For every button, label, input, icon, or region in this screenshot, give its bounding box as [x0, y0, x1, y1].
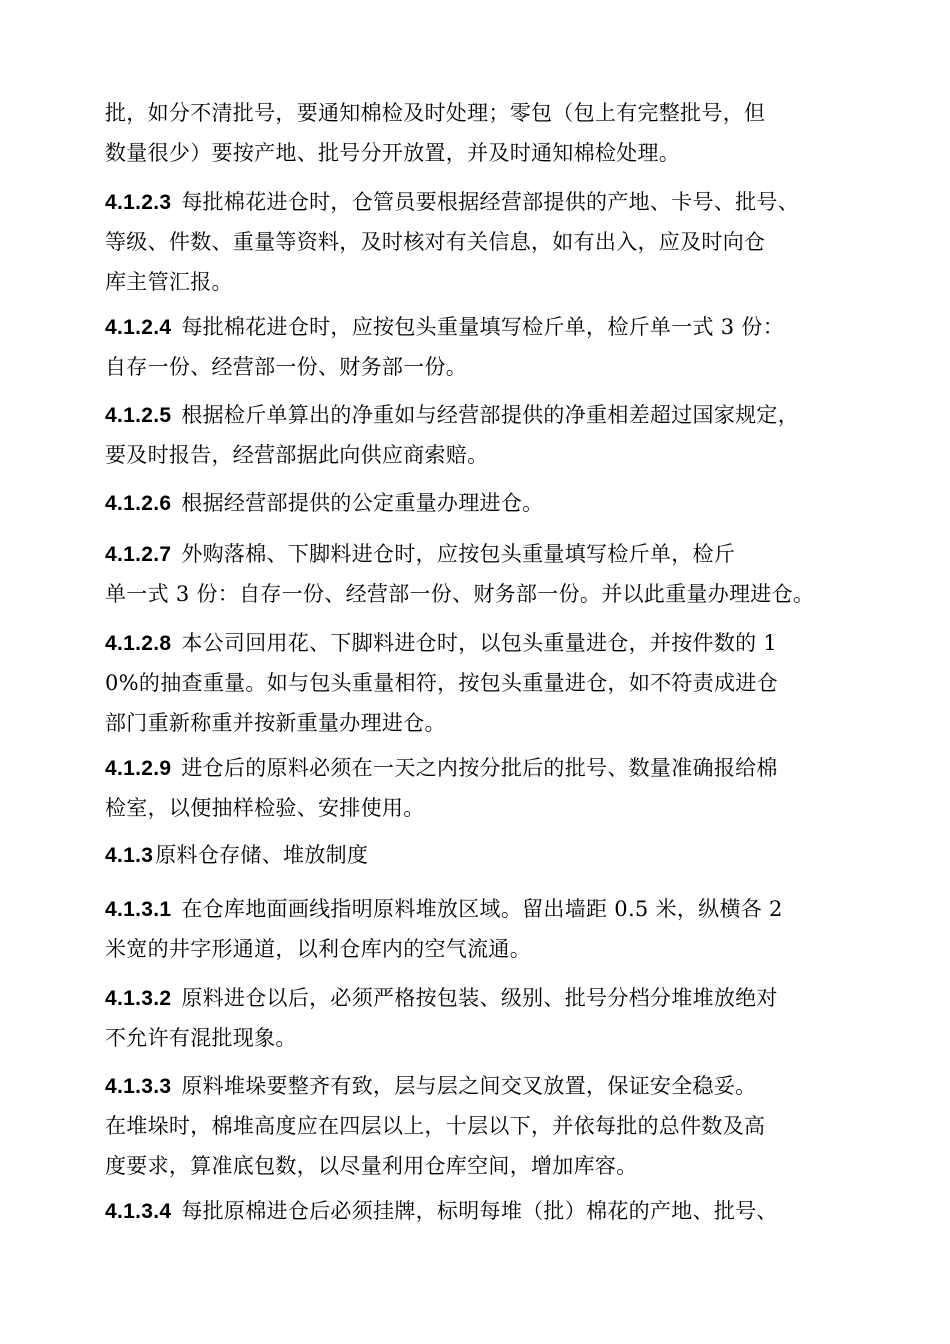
text-line: 度要求，算准底包数，以尽量利用仓库空间，增加库容。 — [105, 1154, 638, 1178]
section-number: 4.1.3 — [105, 844, 154, 867]
text-line: 不允许有混批现象。 — [105, 1026, 297, 1050]
text-line — [105, 483, 885, 523]
section-number: 4.1.2.3 — [105, 191, 172, 214]
line-text: 根据经营部提供的公定重量办理进仓。 — [181, 491, 544, 515]
text-line — [105, 182, 885, 222]
text-line: 等级、件数、重量等资料，及时核对有关信息，如有出入，应及时向仓 — [105, 230, 766, 254]
text-line: 0%的抽查重量。如与包头重量相符，按包头重量进仓，如不符责成进仓 — [105, 671, 778, 695]
text-line — [105, 307, 885, 347]
paragraph-4-1-2-4 — [105, 307, 885, 387]
text-line: 在堆垛时，棉堆高度应在四层以上，十层以下，并依每批的总件数及高 — [105, 1114, 766, 1138]
text-line: 数量很少）要按产地、批号分开放置，并及时通知棉检处理。 — [105, 141, 681, 165]
section-number: 4.1.3.3 — [105, 1075, 172, 1098]
text-line — [105, 835, 885, 875]
line-text: 本公司回用花、下脚料进仓时，以包头重量进仓，并按件数的 1 — [181, 631, 778, 655]
paragraph-continuation — [105, 93, 885, 173]
line-text: 根据检斤单算出的净重如与经营部提供的净重相差超过国家规定， — [181, 403, 800, 427]
paragraph-4-1-3-3 — [105, 1066, 885, 1186]
section-number: 4.1.3.2 — [105, 987, 172, 1010]
section-number: 4.1.2.5 — [105, 404, 172, 427]
line-text: 原料堆垛要整齐有致，层与层之间交叉放置，保证安全稳妥。 — [181, 1074, 757, 1098]
paragraph-4-1-3-4 — [105, 1191, 885, 1231]
text-line: 检室，以便抽样检验、安排使用。 — [105, 796, 425, 820]
line-text: 原料仓存储、堆放制度 — [155, 843, 369, 867]
text-line — [105, 1191, 885, 1231]
text-line — [105, 889, 885, 929]
text-line: 库主管汇报。 — [105, 270, 233, 294]
text-line: 单一式 3 份：自存一份、经营部一份、财务部一份。并以此重量办理进仓。 — [105, 582, 815, 606]
paragraph-4-1-3-2 — [105, 978, 885, 1058]
paragraph-4-1-2-7 — [105, 534, 885, 614]
paragraph-4-1-2-5 — [105, 395, 885, 475]
line-text: 外购落棉、下脚料进仓时，应按包头重量填写检斤单，检斤 — [181, 542, 736, 566]
text-line: 米宽的井字形通道，以利仓库内的空气流通。 — [105, 937, 531, 961]
paragraph-4-1-3-1 — [105, 889, 885, 969]
text-line — [105, 748, 885, 788]
text-line — [105, 534, 885, 574]
section-number: 4.1.2.8 — [105, 632, 172, 655]
section-heading-4-1-3 — [105, 835, 885, 875]
paragraph-4-1-2-9 — [105, 748, 885, 828]
text-line: 批，如分不清批号，要通知棉检及时处理；零包（包上有完整批号，但 — [105, 101, 766, 125]
text-line — [105, 623, 885, 663]
text-line: 要及时报告，经营部据此向供应商索赔。 — [105, 443, 489, 467]
text-line — [105, 978, 885, 1018]
section-number: 4.1.3.1 — [105, 898, 172, 921]
text-line — [105, 395, 885, 435]
paragraph-4-1-2-3 — [105, 182, 885, 302]
text-line: 自存一份、经营部一份、财务部一份。 — [105, 355, 468, 379]
line-text: 每批棉花进仓时，仓管员要根据经营部提供的产地、卡号、批号、 — [181, 190, 800, 214]
paragraph-4-1-2-6 — [105, 483, 885, 523]
section-number: 4.1.2.4 — [105, 316, 172, 339]
line-text: 原料进仓以后，必须严格按包装、级别、批号分档分堆堆放绝对 — [181, 986, 778, 1010]
section-number: 4.1.2.9 — [105, 757, 172, 780]
section-number: 4.1.3.4 — [105, 1200, 172, 1223]
section-number: 4.1.2.6 — [105, 492, 172, 515]
line-text: 每批棉花进仓时，应按包头重量填写检斤单，检斤单一式 3 份： — [181, 315, 785, 339]
text-line — [105, 1066, 885, 1106]
paragraph-4-1-2-8 — [105, 623, 885, 743]
line-text: 在仓库地面画线指明原料堆放区域。留出墙距 0.5 米，纵横各 2 — [181, 897, 783, 921]
text-line: 部门重新称重并按新重量办理进仓。 — [105, 711, 446, 735]
section-number: 4.1.2.7 — [105, 543, 172, 566]
line-text: 每批原棉进仓后必须挂牌，标明每堆（批）棉花的产地、批号、 — [181, 1199, 778, 1223]
line-text: 进仓后的原料必须在一天之内按分批后的批号、数量准确报给棉 — [181, 756, 778, 780]
